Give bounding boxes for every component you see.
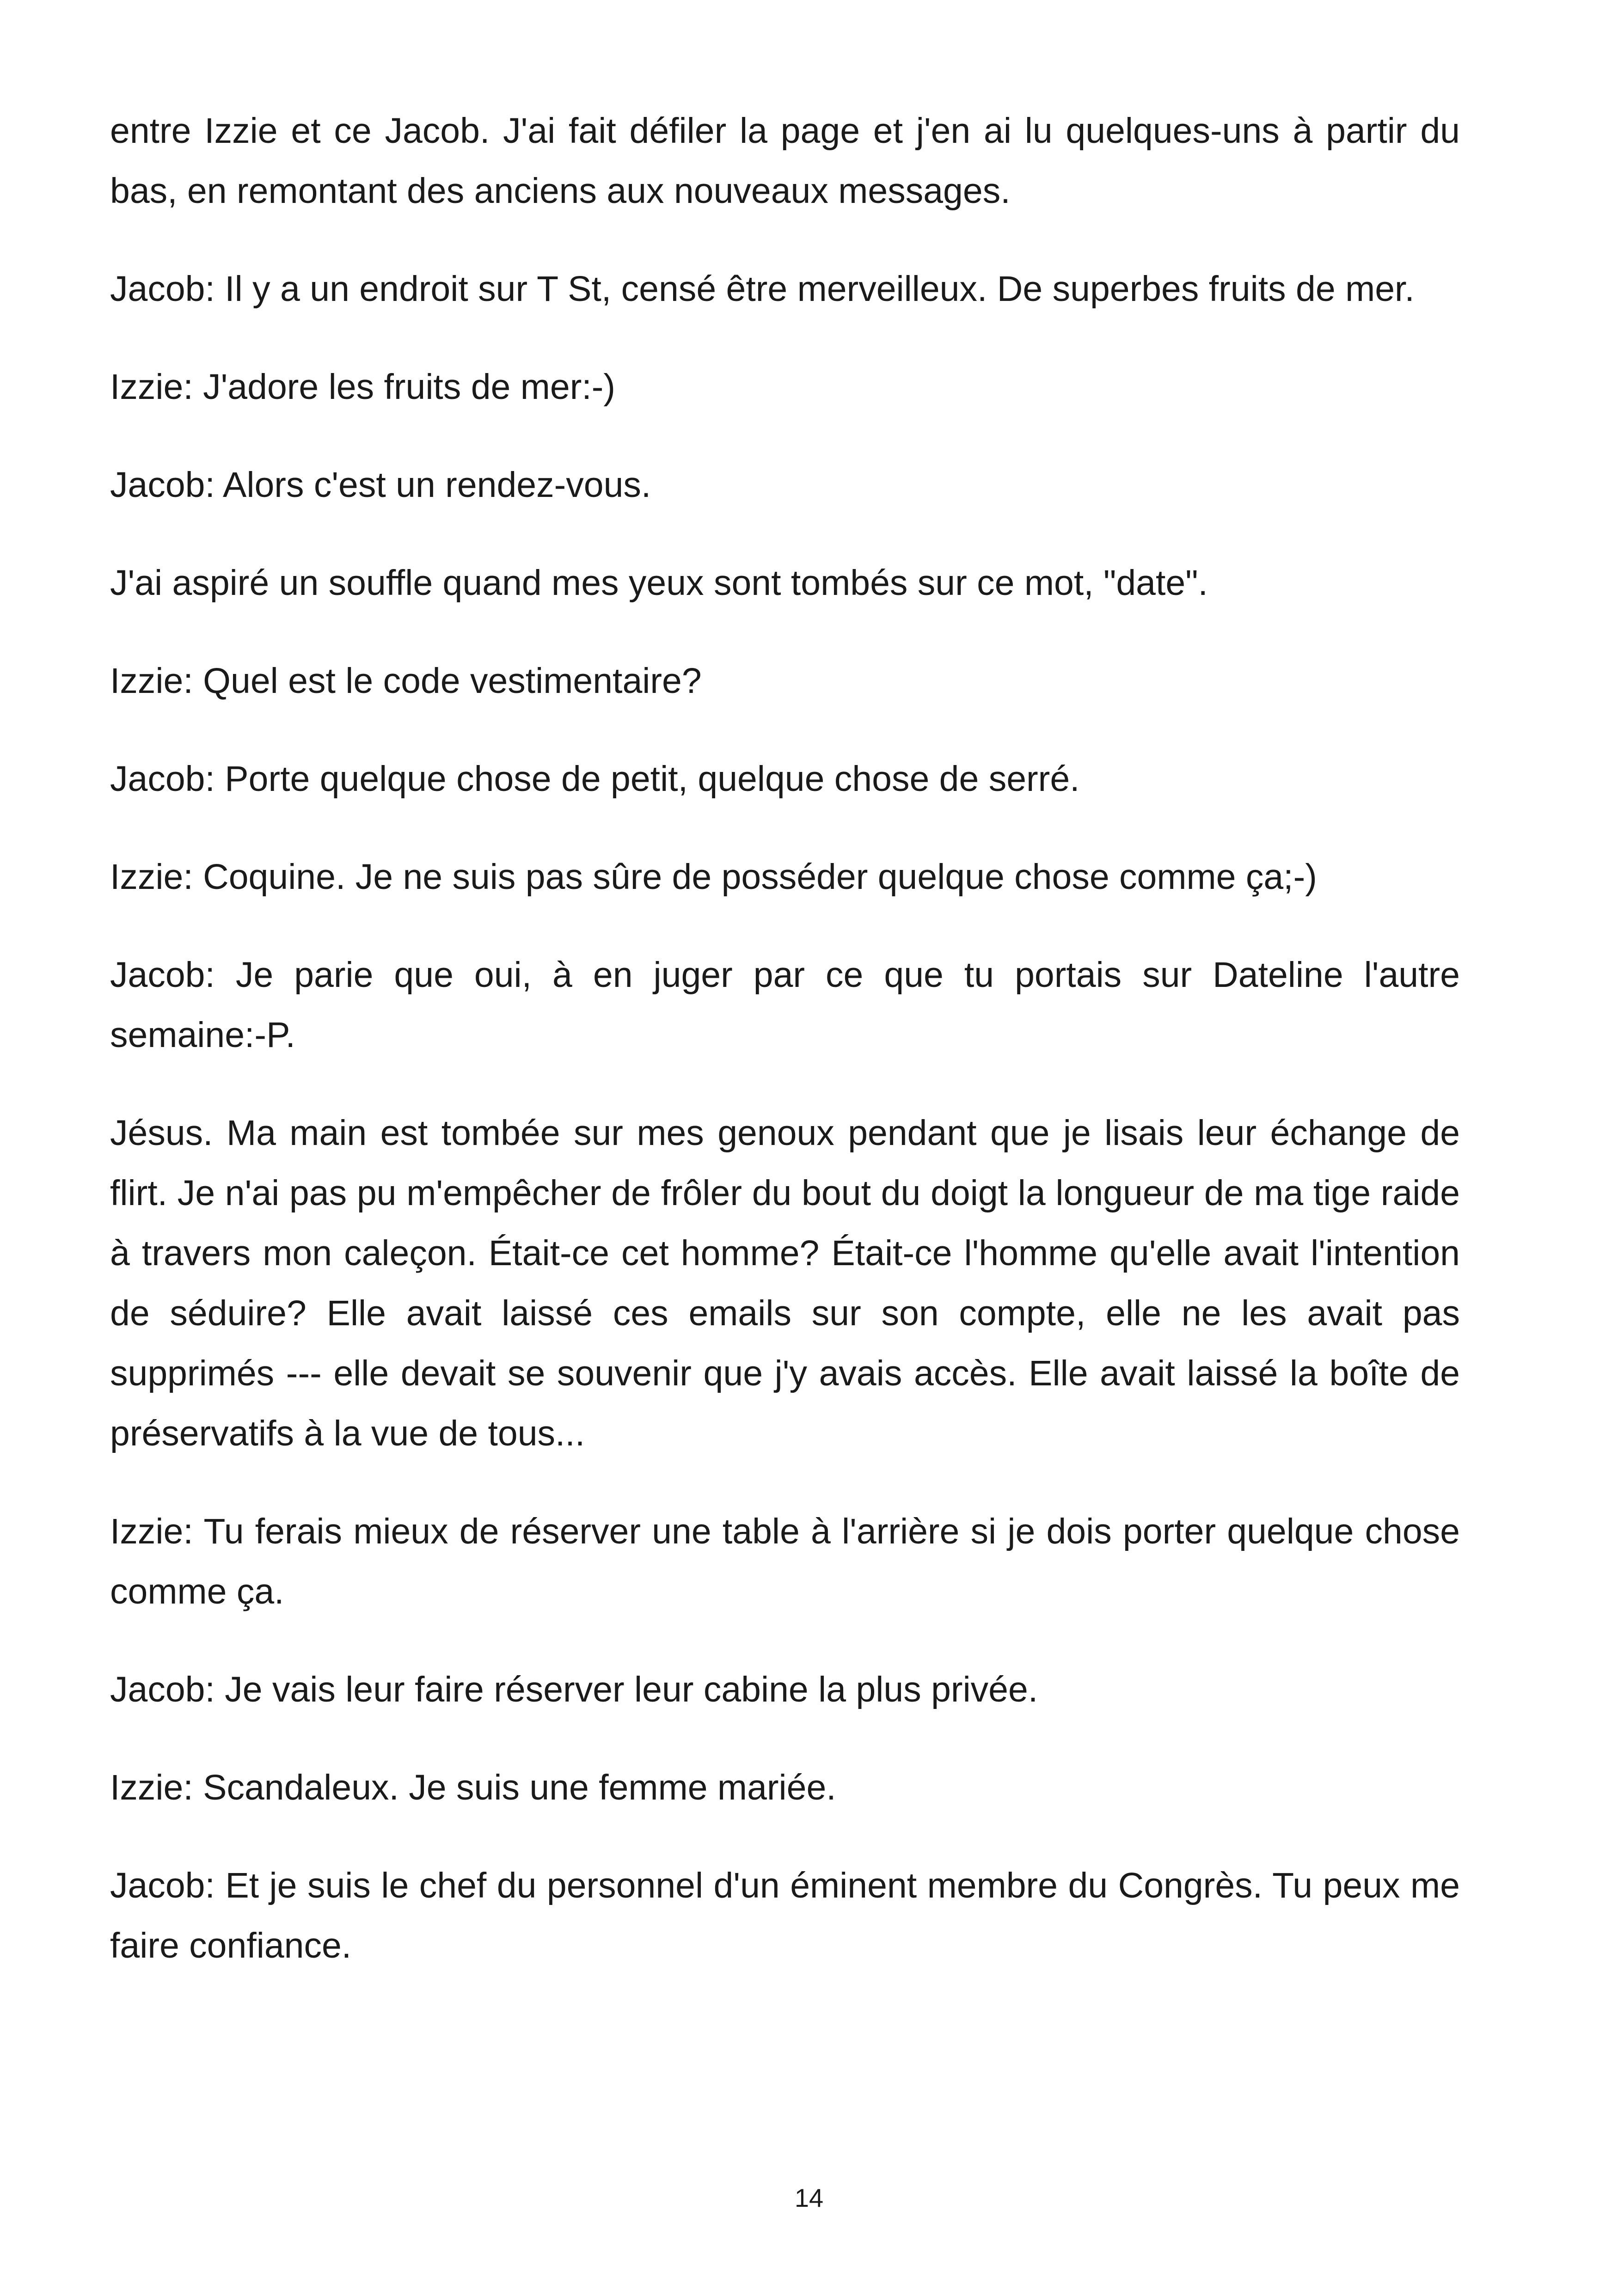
paragraph-narration: J'ai aspiré un souffle quand mes yeux sont tombés sur ce mot, "date". [110, 563, 1208, 603]
paragraph-dialogue: Jacob: Je vais leur faire réserver leur cabine la plus privée. [110, 1670, 1038, 1709]
paragraph-dialogue: Jacob: Il y a un endroit sur T St, censé être merveilleux. De superbes fruits de mer. [110, 269, 1415, 309]
paragraph-dialogue: Izzie: Tu ferais mieux de réserver une table à l'arrière si je dois porter quelque chose comme ça. [110, 1512, 1460, 1611]
paragraph-dialogue: Izzie: Scandaleux. Je suis une femme mariée. [110, 1768, 836, 1807]
paragraph-dialogue: Izzie: Quel est le code vestimentaire? [110, 661, 702, 701]
paragraph-dialogue: Jacob: Porte quelque chose de petit, quelque chose de serré. [110, 759, 1080, 799]
paragraph-narration: entre Izzie et ce Jacob. J'ai fait défiler la page et j'en ai lu quelques-uns à partir du bas, en remontant des anciens aux nouveaux messages. [110, 111, 1460, 211]
page-number: 14 [794, 2183, 824, 2212]
paragraph-dialogue: Izzie: J'adore les fruits de mer:-) [110, 367, 616, 407]
paragraph-dialogue: Izzie: Coquine. Je ne suis pas sûre de posséder quelque chose comme ça;-) [110, 857, 1317, 897]
paragraph-dialogue: Jacob: Alors c'est un rendez-vous. [110, 465, 651, 505]
paragraph-narration: Jésus. Ma main est tombée sur mes genoux pendant que je lisais leur échange de flirt. Je n'ai pas pu m'empêcher de frôler du bout du doigt la longueur de ma tige raide à travers mon caleçon. Était-ce cet homme? Était-ce l'homme qu'elle avait l'intention de séduire? Elle avait laissé ces emails sur son compte, elle ne les avait pas supprimés --- elle devait se souvenir que j'y avais accès. Elle avait laissé la boîte de préservatifs à la vue de tous... [110, 1113, 1460, 1453]
body-text [110, 101, 1460, 2014]
paragraph-dialogue: Jacob: Je parie que oui, à en juger par ce que tu portais sur Dateline l'autre semaine:-P. [110, 955, 1460, 1055]
paragraph-dialogue: Jacob: Et je suis le chef du personnel d'un éminent membre du Congrès. Tu peux me faire confiance. [110, 1866, 1460, 1965]
